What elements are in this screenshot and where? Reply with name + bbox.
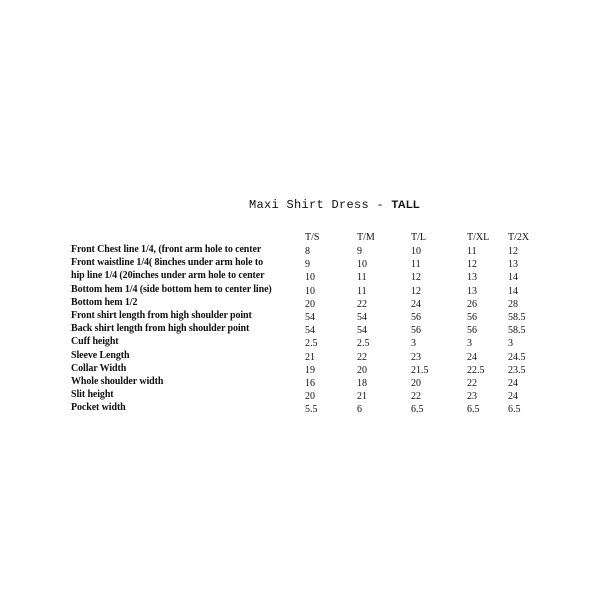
row-label: Sleeve Length (71, 349, 130, 361)
cell-value: 54 (357, 312, 367, 323)
cell-value: 6.5 (411, 404, 424, 416)
cell-value: 20 (357, 364, 367, 376)
size-header-tm: T/M (357, 232, 375, 243)
cell-value: 8 (305, 246, 310, 257)
row-label: Front Chest line 1/4, (front arm hole to center (71, 244, 262, 255)
cell-value: 24 (411, 298, 421, 310)
cell-value: 18 (357, 378, 367, 389)
row-label: Slit height (71, 389, 114, 401)
cell-value: 26 (467, 298, 477, 310)
cell-value: 16 (305, 378, 315, 389)
cell-value: 28 (508, 298, 518, 310)
cell-value: 22 (357, 298, 367, 310)
cell-value: 9 (305, 259, 310, 271)
cell-value: 54 (305, 312, 315, 323)
row-label: Back shirt length from high shoulder point (71, 323, 250, 335)
cell-value: 22 (357, 351, 367, 363)
cell-value: 56 (411, 325, 421, 337)
cell-value: 3 (508, 338, 513, 350)
cell-value: 13 (467, 272, 477, 284)
cell-value: 2.5 (357, 338, 370, 350)
cell-value: 21.5 (411, 364, 429, 376)
row-label: Collar Width (71, 362, 127, 374)
row-label: Cuff height (71, 336, 119, 348)
cell-value: 20 (305, 391, 315, 403)
cell-value: 24.5 (508, 351, 526, 363)
table-row (71, 323, 551, 336)
cell-value: 11 (467, 246, 477, 257)
cell-value: 23.5 (508, 364, 526, 376)
cell-value: 11 (357, 285, 367, 297)
cell-value: 54 (357, 325, 367, 337)
cell-value: 23 (467, 391, 477, 403)
cell-value: 20 (305, 298, 315, 310)
row-label: Front shirt length from high shoulder point (71, 310, 252, 321)
cell-value: 6.5 (508, 404, 521, 416)
cell-value: 24 (508, 391, 518, 403)
cell-value: 2.5 (305, 338, 318, 350)
table-row (71, 257, 551, 270)
title-main: Maxi Shirt Dress - (249, 198, 392, 212)
cell-value: 10 (357, 259, 367, 271)
cell-value: 10 (305, 272, 315, 284)
title-tall: TALL (391, 199, 421, 211)
cell-value: 10 (305, 285, 315, 297)
cell-value: 58.5 (508, 325, 526, 337)
cell-value: 12 (411, 285, 421, 297)
table-row (71, 297, 551, 310)
cell-value: 21 (305, 351, 315, 363)
row-label: Bottom hem 1/2 (71, 296, 138, 308)
table-row (71, 389, 551, 402)
cell-value: 22 (411, 391, 421, 403)
cell-value: 54 (305, 325, 315, 337)
cell-value: 13 (508, 259, 518, 271)
cell-value: 21 (357, 391, 367, 403)
cell-value: 24 (467, 351, 477, 363)
cell-value: 23 (411, 351, 421, 363)
table-row (71, 270, 551, 283)
cell-value: 13 (467, 285, 477, 297)
row-label: Pocket width (71, 402, 126, 414)
size-header-t2x: T/2X (508, 232, 530, 243)
cell-value: 24 (508, 378, 518, 389)
table-row (71, 244, 551, 257)
cell-value: 11 (411, 259, 421, 271)
table-row (71, 363, 551, 376)
cell-value: 20 (411, 378, 421, 389)
cell-value: 12 (467, 259, 477, 271)
cell-value: 11 (357, 272, 367, 284)
cell-value: 56 (467, 312, 477, 323)
page-title (249, 198, 420, 212)
cell-value: 22 (467, 378, 477, 389)
cell-value: 56 (467, 325, 477, 337)
size-header-tl: T/L (411, 232, 426, 243)
cell-value: 12 (411, 272, 421, 284)
row-label: Bottom hem 1/4 (side bottom hem to center line) (71, 283, 272, 295)
cell-value: 19 (305, 364, 315, 376)
cell-value: 3 (411, 338, 416, 350)
cell-value: 10 (411, 246, 421, 257)
table-row (71, 350, 551, 363)
cell-value: 56 (411, 312, 421, 323)
table-row (71, 284, 551, 297)
cell-value: 58.5 (508, 312, 526, 323)
size-header-txl: T/XL (467, 232, 490, 243)
table-row (71, 376, 551, 389)
cell-value: 3 (467, 338, 472, 350)
cell-value: 9 (357, 246, 362, 257)
table-row (71, 310, 551, 323)
cell-value: 5.5 (305, 404, 318, 416)
row-label: Front waistline 1/4( 8inches under arm hole to (71, 257, 263, 269)
cell-value: 14 (508, 285, 518, 297)
cell-value: 14 (508, 272, 518, 284)
size-header-ts: T/S (305, 232, 320, 243)
row-label: Whole shoulder width (71, 376, 164, 387)
row-label: hip line 1/4 (20inches under arm hole to center (71, 270, 265, 282)
cell-value: 22.5 (467, 364, 485, 376)
cell-value: 12 (508, 246, 518, 257)
cell-value: 6.5 (467, 404, 480, 416)
table-row (71, 336, 551, 349)
cell-value: 6 (357, 404, 362, 416)
table-row (71, 402, 551, 415)
